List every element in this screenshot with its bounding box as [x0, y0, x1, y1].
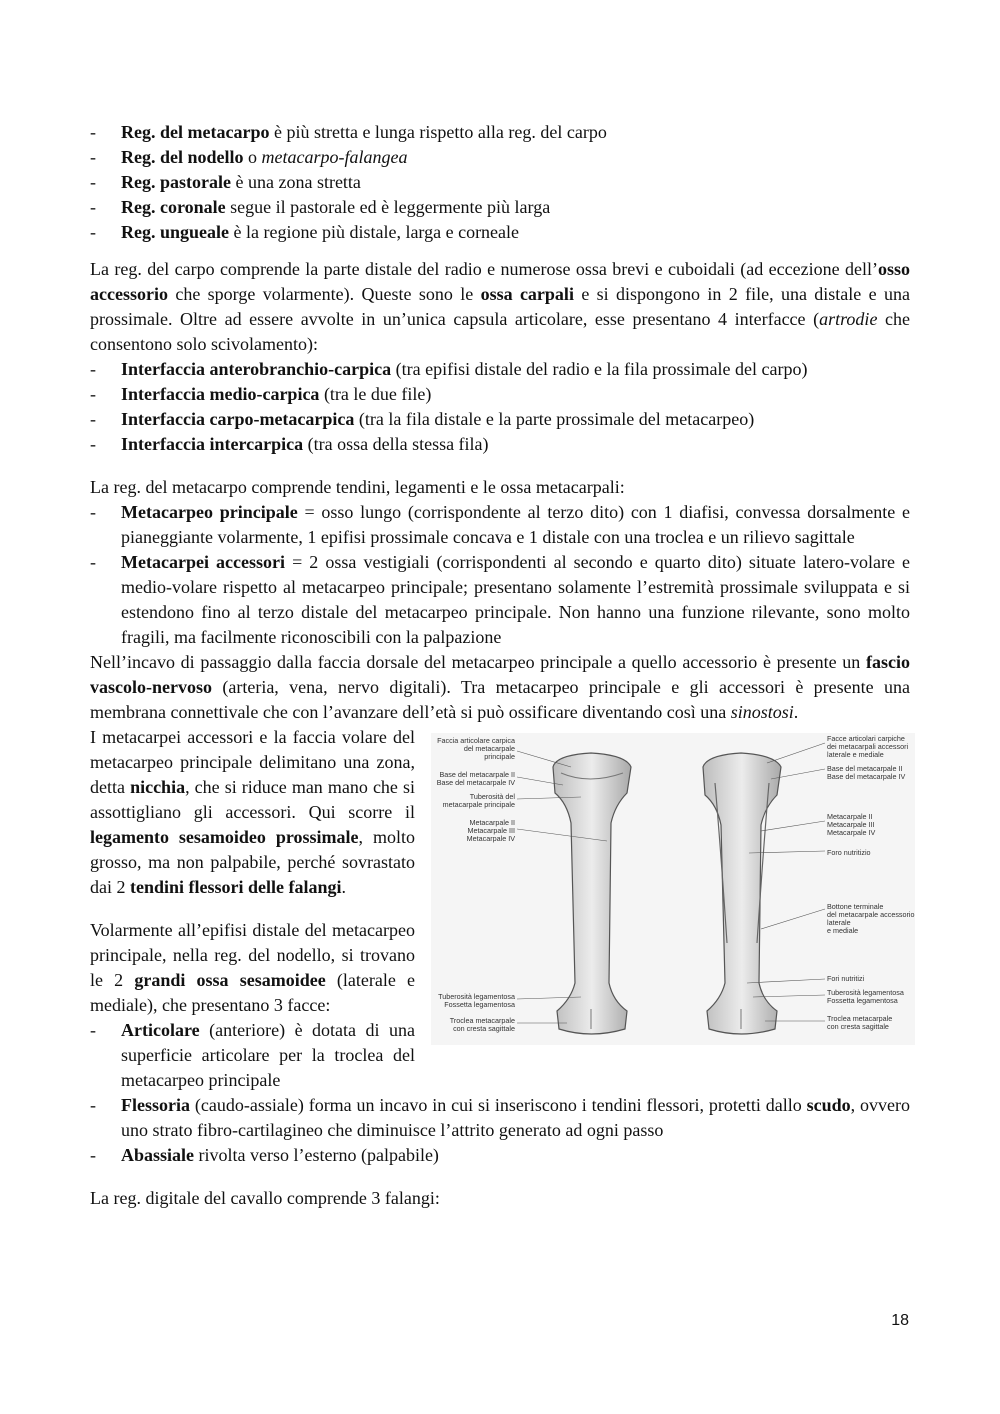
figure-label: Base del metacarpale II Base del metacarpale IV	[436, 770, 515, 787]
list-item: - Metacarpei accessori = 2 ossa vestigiali (corrispondenti al secondo e quarto dito) situate latero-volare e medio-volare rispetto al metacarpeo principale; presentano solamente l’estremità prossimale sviluppata e si estendono fino al terzo distale del metacarpeo principale. Non hanno una funzione rilevante, sono molto fragili, ma facilmente riconoscibili con la palpazione	[90, 550, 910, 650]
metacarpal-list	[90, 500, 910, 650]
sesamoid-paragraph: Volarmente all’epifisi distale del metacarpeo principale, nella reg. del nodello, si trovano le 2 grandi ossa sesamoidee (laterale e mediale), che presentano 3 facce:	[90, 920, 415, 1015]
niche-paragraph: I metacarpei accessori e la faccia volare del metacarpeo principale delimitano una zona, detta nicchia, che si riduce man mano che si assottigliano gli accessori. Qui scorre il legamento sesamoideo prossimale, molto grosso, ma non palpabile, perché sovrastato dai 2 tendini flessori delle falangi.	[90, 727, 415, 897]
page-content	[90, 120, 915, 1211]
digital-region-paragraph: La reg. digitale del cavallo comprende 3 falangi:	[90, 1188, 440, 1208]
list-item: - Reg. del nodello o metacarpo-falangea	[90, 145, 910, 170]
carpus-paragraph: La reg. del carpo comprende la parte distale del radio e numerose ossa brevi e cuboidali (ad eccezione dell’osso accessorio che sporge volarmente). Queste sono le ossa carpali e si dispongono in 2 file, una distale e una prossimale. Oltre ad essere avvolte in un’unica capsula articolare, esse presentano 4 interfacce (artrodie che consentono solo scivolamento):	[90, 259, 910, 354]
figure-label: Metacarpale II Metacarpale III Metacarpale IV	[827, 812, 876, 837]
list-item: - Flessoria (caudo-assiale) forma un incavo in cui si inseriscono i tendini flessori, protetti dallo scudo, ovvero uno strato fibro-cartilagineo che diminuisce l’attrito generato ad ogni passo	[90, 1093, 910, 1143]
figure-label: Metacarpale II Metacarpale III Metacarpale IV	[466, 818, 515, 843]
metacarpus-intro: La reg. del metacarpo comprende tendini, legamenti e le ossa metacarpali:	[90, 477, 625, 497]
figure-label: Faccia articolare carpica del metacarpale principale	[437, 736, 515, 761]
list-item: - Reg. del metacarpo è più stretta e lunga rispetto alla reg. del carpo	[90, 120, 910, 145]
list-item: - Reg. pastorale è una zona stretta	[90, 170, 910, 195]
list-item: - Articolare (anteriore) è dotata di una superficie articolare per la troclea del metacarpeo principale	[90, 1018, 910, 1093]
figure-label: Base del metacarpale II Base del metacarpale IV	[827, 764, 906, 781]
sesamoid-faces-list	[90, 1018, 910, 1168]
list-item: - Abassiale rivolta verso l’esterno (palpabile)	[90, 1143, 910, 1168]
figure-label: Fori nutritizi	[827, 974, 865, 983]
figure-label: Tuberosità del metacarpale principale	[442, 792, 515, 809]
list-item: - Interfaccia intercarpica (tra ossa della stessa fila)	[90, 432, 910, 457]
figure-label: Foro nutritizio	[827, 848, 871, 857]
list-item: - Interfaccia anterobranchio-carpica (tra epifisi distale del radio e la fila prossimale del carpo)	[90, 357, 910, 382]
interface-list	[90, 357, 910, 457]
list-item: - Interfaccia medio-carpica (tra le due file)	[90, 382, 910, 407]
vascular-paragraph: Nell’incavo di passaggio dalla faccia dorsale del metacarpeo principale a quello accessorio è presente un fascio vascolo-nervoso (arteria, vena, nervo digitali). Tra metacarpeo principale e gli accessori è presente una membrana connettivale che con l’avanzare dell’età si può ossificare diventando così una sinostosi.	[90, 652, 910, 722]
region-list	[90, 120, 910, 245]
metacarpal-bone-figure	[431, 733, 915, 1045]
list-item: - Interfaccia carpo-metacarpica (tra la fila distale e la parte prossimale del metacarpeo)	[90, 407, 910, 432]
figure-label: Facce articolari carpiche dei metacarpali accessori laterale e mediale	[827, 734, 909, 759]
list-item: - Reg. coronale segue il pastorale ed è leggermente più larga	[90, 195, 910, 220]
list-item: - Reg. ungueale è la regione più distale, larga e corneale	[90, 220, 910, 245]
figure-label: Troclea metacarpale con cresta sagittale	[827, 1014, 893, 1031]
list-item: - Metacarpeo principale = osso lungo (corrispondente al terzo dito) con 1 diafisi, convessa dorsalmente e pianeggiante volarmente, 1 epifisi prossimale concava e 1 distale con una troclea e un rilievo sagittale	[90, 500, 910, 550]
figure-label: Tuberosità legamentosa Fossetta legamentosa	[438, 992, 515, 1009]
figure-label: Tuberosità legamentosa Fossetta legamentosa	[827, 988, 904, 1005]
figure-label: Troclea metacarpale con cresta sagittale	[449, 1016, 515, 1033]
page-number: 18	[891, 1312, 909, 1329]
figure-label: Bottone terminale del metacarpale accessorio laterale e mediale	[827, 902, 915, 935]
